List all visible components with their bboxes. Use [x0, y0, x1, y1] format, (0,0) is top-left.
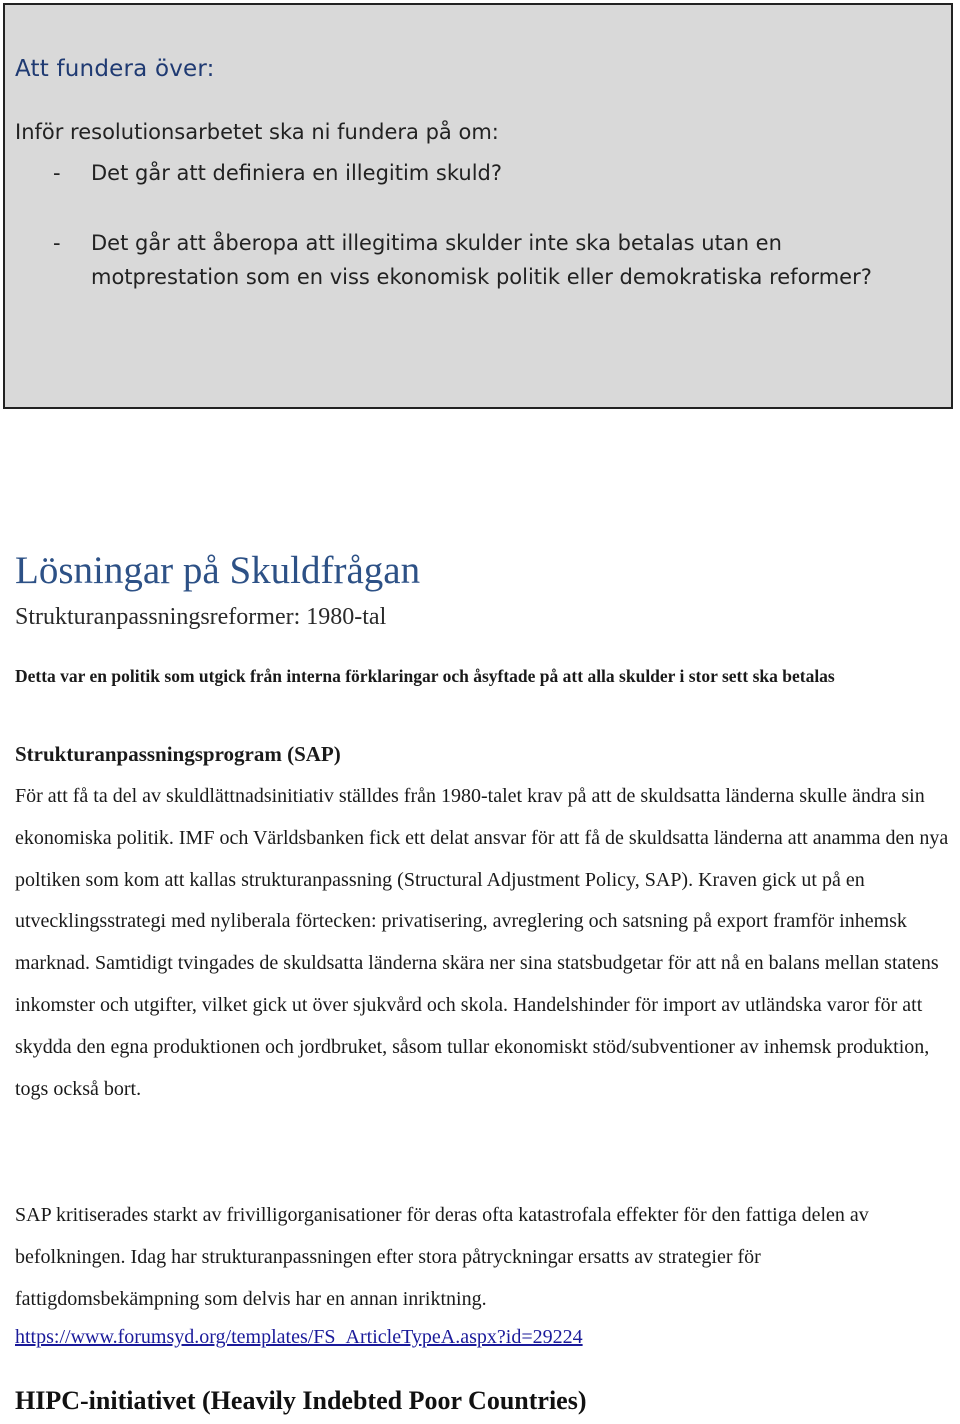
bold-intro-paragraph: Detta var en politik som utgick från interna förklaringar och åsyftade på att alla skulder i stor sett ska betalas: [15, 666, 835, 686]
callout-title: Att fundera över:: [15, 56, 215, 82]
list-dash: -: [53, 231, 61, 255]
callout-question-item: [15, 156, 915, 190]
hipc-heading: HIPC-initiativet (Heavily Indebted Poor Countries): [15, 1386, 587, 1415]
callout-question-text: Det går att åberopa att illegitima skulder inte ska betalas utan en motprestation som en viss ekonomisk politik eller demokratiska reformer?: [91, 231, 872, 289]
list-dash: -: [53, 161, 61, 185]
callout-question-item: [15, 226, 915, 294]
section-subtitle: Strukturanpassningsreformer: 1980-tal: [15, 604, 387, 630]
sap-criticism-paragraph: SAP kritiserades starkt av frivilligorganisationer för deras ofta katastrofala effekter för den fattiga delen av befolkningen. Idag har strukturanpassningen efter stora påtryckningar ersatts av strategier för fattigdomsbekämpning som delvis har en annan inriktning.: [15, 1204, 869, 1310]
callout-question-text: Det går att definiera en illegitim skuld?: [91, 161, 503, 185]
callout-intro: Inför resolutionsarbetet ska ni fundera på om:: [15, 120, 499, 144]
sap-heading: Strukturanpassningsprogram (SAP): [15, 742, 341, 766]
sap-description-paragraph: För att få ta del av skuldlättnadsinitiativ ställdes från 1980-talet krav på att de skuldsatta länderna skulle ändra sin ekonomiska politik. IMF och Världsbanken fick ett delat ansvar för att få de skuldsatta länderna att anamma den nya poltiken som kom att kallas strukturanpassning (Structural Adjustment Policy, SAP). Kraven gick ut på en utvecklingsstrategi med nyliberala förtecken: privatisering, avreglering och satsning på export framför inhemsk marknad. Samtidigt tvingades de skuldsatta länderna skära ner sina statsbudgetar för att nå en balans mellan statens inkomster och utgifter, vilket gick ut över sjukvård och skola. Handelshinder för import av utländska varor för att skydda den egna produktionen och jordbruket, såsom tullar ekonomiskt stöd/subventioner av inhemsk produktion, togs också bort.: [15, 785, 949, 1100]
section-title: Lösningar på Skuldfrågan: [15, 549, 421, 592]
source-link[interactable]: https://www.forumsyd.org/templates/FS_ArticleTypeA.aspx?id=29224: [15, 1326, 583, 1348]
callout-question-list: [15, 156, 915, 294]
